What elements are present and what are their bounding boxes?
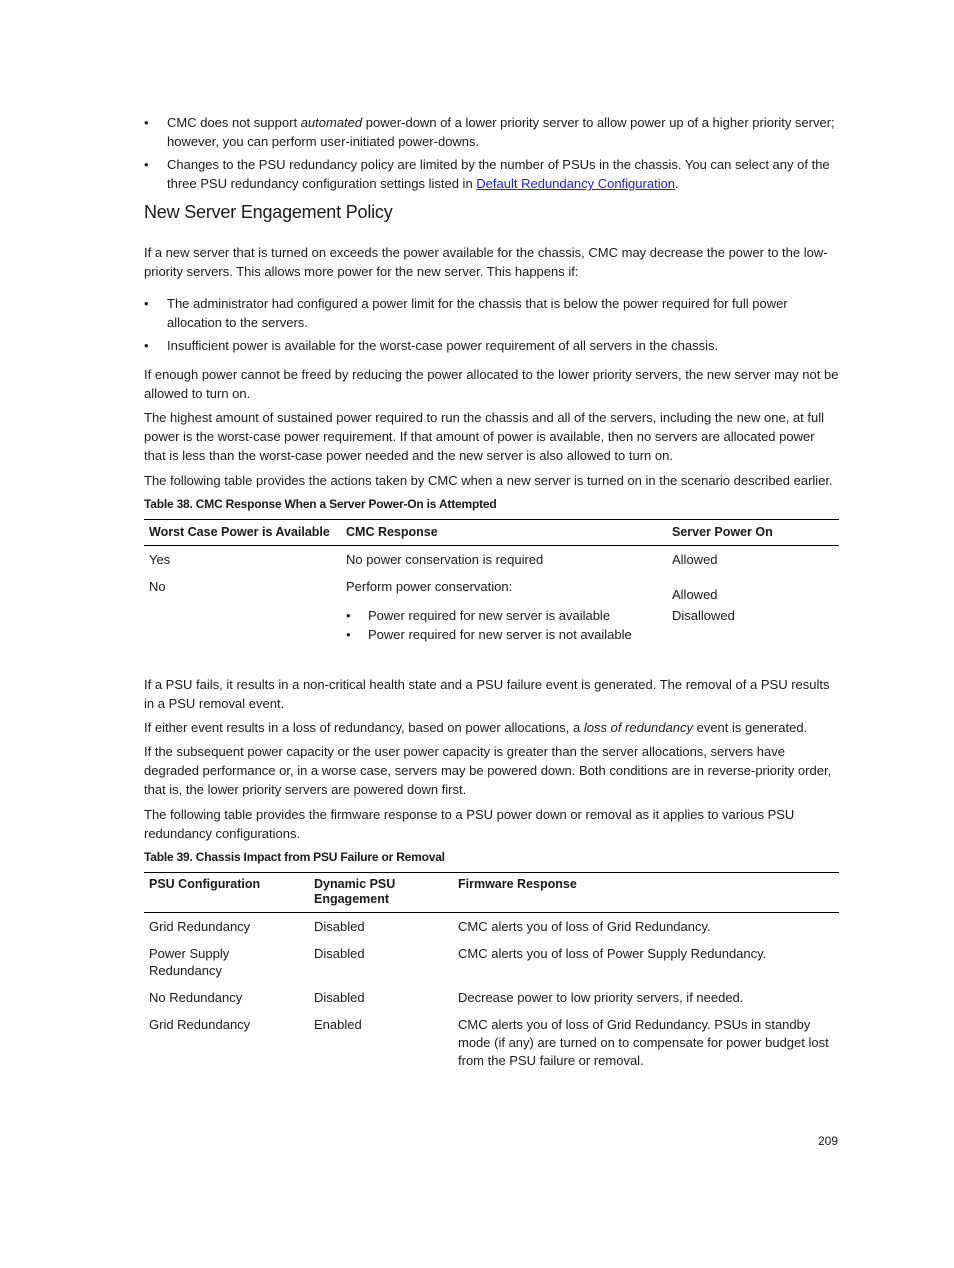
bullet-icon: • <box>144 338 149 353</box>
table-cell: CMC alerts you of loss of Grid Redundancy. PSUs in standby mode (if any) are turned on to compensate for power budget lost from the PSU failure or removal. <box>458 1017 829 1068</box>
table-cell: Enabled <box>314 1017 362 1032</box>
intro-paragraph: If a new server that is turned on exceeds the power available for the chassis, CMC may decrease the power to the low-priority servers. This allows more power for the new server. This happens if: <box>144 245 828 279</box>
bullet-icon: • <box>144 296 149 311</box>
table-cell: CMC alerts you of loss of Grid Redundancy. <box>458 919 711 934</box>
column-header: Dynamic PSU Engagement <box>314 877 396 906</box>
section-heading: New Server Engagement Policy <box>144 202 393 222</box>
column-header: Worst Case Power is Available <box>149 525 330 539</box>
table-cell: No Redundancy <box>149 990 243 1005</box>
table-cell: Disabled <box>314 919 365 934</box>
table-cell: Grid Redundancy <box>149 919 251 934</box>
paragraph: If enough power cannot be freed by reducing the power allocated to the lower priority servers, the new server may not be allowed to turn on. <box>144 367 839 401</box>
table-header-row <box>144 520 839 546</box>
table-cell: Grid Redundancy <box>149 1017 251 1032</box>
table-cell: No <box>149 579 166 594</box>
table-cell: Perform power conservation: • Power required for new server is available • Power required for new server is not available <box>341 574 667 651</box>
emphasis: loss of redundancy <box>583 720 693 735</box>
table-cell: Yes <box>149 552 171 567</box>
table-caption: Table 39. Chassis Impact from PSU Failure or Removal <box>144 850 445 864</box>
table-cell: CMC alerts you of loss of Power Supply Redundancy. <box>458 946 767 961</box>
column-header: CMC Response <box>346 525 438 539</box>
table-row <box>144 985 839 1012</box>
default-redundancy-link[interactable]: Default Redundancy Configuration <box>476 176 676 191</box>
list-item: • Insufficient power is available for the worst-case power requirement of all servers in the chassis. <box>144 338 719 353</box>
table-row <box>144 546 839 575</box>
table-cell: No power conservation is required <box>346 552 544 567</box>
paragraph: The following table provides the firmware response to a PSU power down or removal as it applies to various PSU redundancy configurations. <box>144 807 795 841</box>
column-header: Server Power On <box>672 525 773 539</box>
list-item: • Power required for new server is not available <box>346 627 632 642</box>
paragraph: If a PSU fails, it results in a non-critical health state and a PSU failure event is generated. The removal of a PSU results in a PSU removal event. <box>144 677 830 711</box>
bullet-icon: • <box>346 627 351 642</box>
inner-bullet-list <box>346 607 662 643</box>
list-item: • The administrator had configured a power limit for the chassis that is below the power required for full power allocation to the servers. <box>144 296 788 330</box>
table-row <box>144 941 839 985</box>
table-row <box>144 574 839 651</box>
column-header: Firmware Response <box>458 877 577 891</box>
condition-bullet-list <box>144 294 839 359</box>
emphasis: automated <box>300 115 363 130</box>
top-bullet-list <box>144 113 839 197</box>
table-cell: Allowed <box>672 552 718 567</box>
paragraph: The following table provides the actions taken by CMC when a new server is turned on in the scenario described earlier. <box>144 473 833 488</box>
table-cell: Allowed Disallowed <box>672 587 735 623</box>
table-row <box>144 913 839 942</box>
page-number: 209 <box>818 1134 839 1148</box>
cmc-response-table <box>144 519 839 651</box>
list-item: • CMC does not support automated power-down of a lower priority server to allow power up of a higher priority server; however, you can perform user-initiated power-downs. <box>144 115 835 149</box>
paragraph: If either event results in a loss of redundancy, based on power allocations, a loss of redundancy event is generated. <box>144 720 808 735</box>
table-cell: Power Supply Redundancy <box>149 946 230 978</box>
column-header: PSU Configuration <box>149 877 261 891</box>
table-cell: Disabled <box>314 990 365 1005</box>
list-item: • Changes to the PSU redundancy policy are limited by the number of PSUs in the chassis. You can select any of the three PSU redundancy configuration settings listed in Default Redundancy Configuration. <box>144 157 830 191</box>
paragraph: If the subsequent power capacity or the user power capacity is greater than the server allocations, servers have degraded performance or, in a worse case, servers may be powered down. Both conditions are in reverse-priority order, that is, the lower priority servers are powered down first. <box>144 744 832 797</box>
table-caption: Table 38. CMC Response When a Server Power-On is Attempted <box>144 497 497 511</box>
table-header-row <box>144 873 839 913</box>
table-row <box>144 1012 839 1076</box>
psu-impact-table <box>144 872 839 1076</box>
paragraph: The highest amount of sustained power required to run the chassis and all of the servers, including the new one, at full power is the worst-case power requirement. If that amount of power is available, then no servers are allocated power that is less than the worst-case power needed and the new server is also allowed to turn on. <box>144 410 825 463</box>
bullet-icon: • <box>144 115 149 130</box>
bullet-icon: • <box>144 157 149 172</box>
list-item: • Power required for new server is available <box>346 608 611 623</box>
table-cell: Decrease power to low priority servers, if needed. <box>458 990 744 1005</box>
table-cell: Disabled <box>314 946 365 961</box>
bullet-icon: • <box>346 608 351 623</box>
